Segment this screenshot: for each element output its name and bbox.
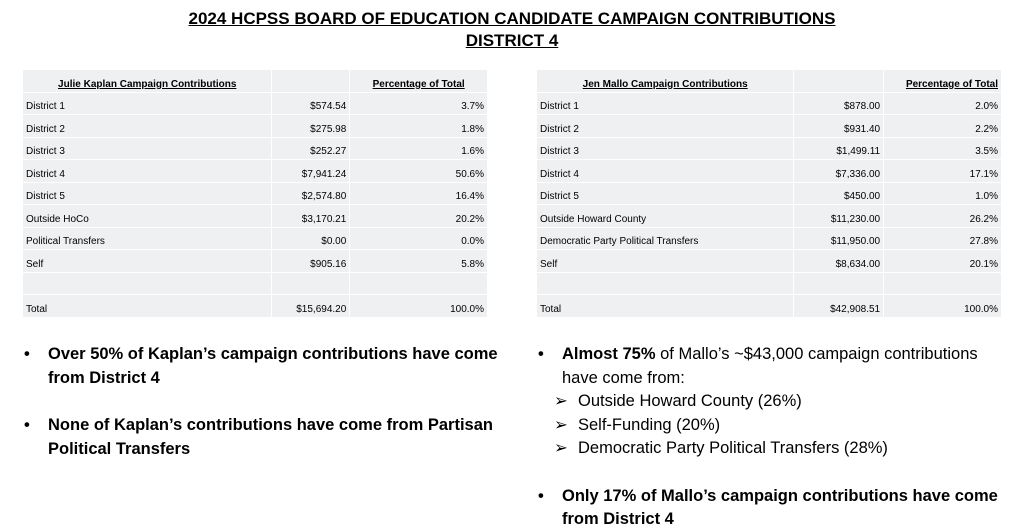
row-amount: $15,694.20 xyxy=(272,295,350,318)
row-amount: $2,574.80 xyxy=(272,182,350,205)
row-percentage: 5.8% xyxy=(350,250,488,273)
bullet-icon: • xyxy=(538,486,544,505)
table-row xyxy=(23,137,488,160)
bullet-text: None of Kaplan’s contributions have come from Partisan Political Transfers xyxy=(48,416,493,458)
row-percentage: 100.0% xyxy=(350,295,488,318)
row-label: Outside HoCo xyxy=(23,205,272,228)
row-label: Self xyxy=(23,250,272,273)
row-amount: $878.00 xyxy=(794,92,884,115)
table-row-empty xyxy=(537,272,1002,295)
row-label: District 1 xyxy=(537,92,794,115)
mallo-table-header: Jen Mallo Campaign Contributions xyxy=(537,70,794,93)
row-amount: $0.00 xyxy=(272,227,350,250)
row-label: District 5 xyxy=(23,182,272,205)
row-label: Total xyxy=(23,295,272,318)
table-row xyxy=(537,250,1002,273)
row-amount: $11,950.00 xyxy=(794,227,884,250)
row-percentage: 50.6% xyxy=(350,160,488,183)
row-percentage: 0.0% xyxy=(350,227,488,250)
row-percentage: 27.8% xyxy=(884,227,1002,250)
row-percentage: 2.0% xyxy=(884,92,1002,115)
row-label: District 5 xyxy=(537,182,794,205)
bullet-bold-text: Almost 75% xyxy=(562,345,656,363)
bullet-icon: • xyxy=(24,345,30,363)
row-percentage: 16.4% xyxy=(350,182,488,205)
bullet-text: Only 17% of Mallo’s campaign contributions have come from District 4 xyxy=(562,486,998,528)
row-label: District 4 xyxy=(23,160,272,183)
row-percentage xyxy=(884,272,1002,295)
bullet-item xyxy=(22,343,502,390)
arrow-bullet-icon: ➢ xyxy=(554,439,568,457)
row-label: District 3 xyxy=(537,137,794,160)
row-label: District 1 xyxy=(23,92,272,115)
sub-bullet-text: Self-Funding (20%) xyxy=(578,415,721,434)
row-label: Self xyxy=(537,250,794,273)
row-percentage: 2.2% xyxy=(884,115,1002,138)
row-percentage: 3.5% xyxy=(884,137,1002,160)
row-amount: $11,230.00 xyxy=(794,205,884,228)
row-amount xyxy=(794,272,884,295)
row-label: Total xyxy=(537,295,794,318)
bullet-item xyxy=(536,343,1016,390)
sub-bullet-item xyxy=(536,414,1016,438)
table-row xyxy=(537,137,1002,160)
row-amount: $931.40 xyxy=(794,115,884,138)
table-row xyxy=(23,250,488,273)
row-label xyxy=(537,272,794,295)
row-amount: $905.16 xyxy=(272,250,350,273)
row-amount: $8,634.00 xyxy=(794,250,884,273)
arrow-bullet-icon: ➢ xyxy=(554,392,568,410)
title-line-2: DISTRICT 4 xyxy=(465,31,559,50)
bullet-item xyxy=(536,485,1016,532)
title-line-1: 2024 HCPSS BOARD OF EDUCATION CANDIDATE CAMPAIGN CONTRIBUTIONS xyxy=(188,9,836,28)
kaplan-contributions-table xyxy=(22,69,488,318)
amount-header xyxy=(794,70,884,93)
percentage-header: Percentage of Total xyxy=(884,70,1002,93)
row-amount xyxy=(272,272,350,295)
arrow-bullet-icon: ➢ xyxy=(554,415,568,434)
row-amount: $275.98 xyxy=(272,115,350,138)
table-row xyxy=(537,205,1002,228)
row-amount: $252.27 xyxy=(272,137,350,160)
row-amount: $1,499.11 xyxy=(794,137,884,160)
mallo-bullet-list xyxy=(536,343,1016,532)
table-row-total xyxy=(23,295,488,318)
row-amount: $42,908.51 xyxy=(794,295,884,318)
table-row xyxy=(537,92,1002,115)
bullet-icon: • xyxy=(24,416,30,434)
row-amount: $3,170.21 xyxy=(272,205,350,228)
sub-bullet-text: Outside Howard County (26%) xyxy=(578,392,802,410)
bullet-item xyxy=(22,414,502,461)
table-row xyxy=(537,227,1002,250)
sub-bullet-text: Democratic Party Political Transfers (28%) xyxy=(578,439,888,457)
row-label: District 2 xyxy=(537,115,794,138)
bullet-text: Over 50% of Kaplan’s campaign contributions have come from District 4 xyxy=(48,345,498,387)
row-label: Outside Howard County xyxy=(537,205,794,228)
table-row xyxy=(537,160,1002,183)
kaplan-bullet-list xyxy=(22,343,502,461)
row-label: Political Transfers xyxy=(23,227,272,250)
row-percentage: 20.1% xyxy=(884,250,1002,273)
table-row xyxy=(23,92,488,115)
row-label: District 4 xyxy=(537,160,794,183)
sub-bullet-item xyxy=(536,390,1016,414)
row-label: Democratic Party Political Transfers xyxy=(537,227,794,250)
sub-bullet-item xyxy=(536,437,1016,461)
row-percentage: 17.1% xyxy=(884,160,1002,183)
row-percentage: 1.6% xyxy=(350,137,488,160)
row-percentage xyxy=(350,272,488,295)
table-row xyxy=(23,160,488,183)
table-row xyxy=(23,227,488,250)
amount-header xyxy=(272,70,350,93)
table-row xyxy=(23,205,488,228)
row-percentage: 1.0% xyxy=(884,182,1002,205)
table-row xyxy=(23,182,488,205)
table-row xyxy=(537,182,1002,205)
row-percentage: 26.2% xyxy=(884,205,1002,228)
kaplan-table-header: Julie Kaplan Campaign Contributions xyxy=(23,70,272,93)
row-label: District 3 xyxy=(23,137,272,160)
bullet-text: of Mallo’s ~$43,000 campaign contributions have come from: xyxy=(562,345,978,387)
table-header-row xyxy=(23,70,488,93)
table-row-total xyxy=(537,295,1002,318)
bullet-icon: • xyxy=(538,345,544,363)
table-row xyxy=(537,115,1002,138)
mallo-contributions-table xyxy=(536,69,1002,318)
percentage-header: Percentage of Total xyxy=(350,70,488,93)
row-amount: $7,336.00 xyxy=(794,160,884,183)
row-percentage: 20.2% xyxy=(350,205,488,228)
row-amount: $574.54 xyxy=(272,92,350,115)
table-row xyxy=(23,115,488,138)
row-label xyxy=(23,272,272,295)
row-label: District 2 xyxy=(23,115,272,138)
row-percentage: 1.8% xyxy=(350,115,488,138)
row-percentage: 3.7% xyxy=(350,92,488,115)
row-amount: $450.00 xyxy=(794,182,884,205)
table-row-empty xyxy=(23,272,488,295)
row-percentage: 100.0% xyxy=(884,295,1002,318)
row-amount: $7,941.24 xyxy=(272,160,350,183)
table-header-row xyxy=(537,70,1002,93)
page-title xyxy=(0,8,1024,52)
